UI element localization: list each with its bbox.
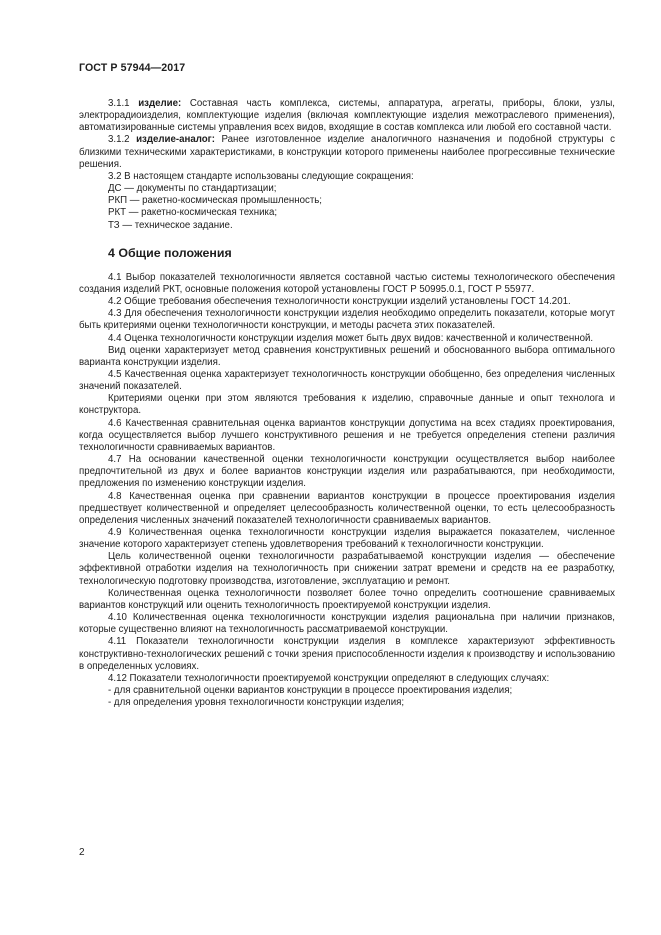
paragraph: 4.2 Общие требования обеспечения технологичности конструкции изделий установлены ГОСТ 14.201. <box>108 296 571 308</box>
term: изделие-аналог: <box>136 134 215 146</box>
abbreviation-item: РКП — ракетно-космическая промышленность; <box>108 195 322 207</box>
clause-number: 3.1.2 <box>108 134 137 146</box>
definition-text: Ранее изготовленное изделие аналогичного назначения и подобной структуры с близкими техническими характеристиками, в конструкции которого применены наиболее прогрессивные технические решения. <box>79 134 615 170</box>
paragraph: 4.3 Для обеспечения технологичности конструкции изделия необходимо определить показатели, которые могут быть критериями оценки технологичности конструкции, и методы расчета этих показателей. <box>79 308 615 332</box>
paragraph: Количественная оценка технологичности позволяет более точно определить соотношение сравниваемых вариантов конструкций или оценить технологичность проектируемой конструкции изделия. <box>79 587 615 611</box>
abbreviation-item: ТЗ — техническое задание. <box>108 219 233 231</box>
paragraph: 4.7 На основании качественной оценки технологичности конструкции осуществляется выбор наиболее предпочтительной из двух и более вариантов конструкции изделия или разрабатываются, при необходимости, предложения по изменению конструкции изделия. <box>79 454 615 490</box>
paragraph: 4.12 Показатели технологичности проектируемой конструкции определяют в следующих случаях: <box>108 672 550 684</box>
standard-header: ГОСТ Р 57944—2017 <box>79 62 186 74</box>
paragraph: 4.4 Оценка технологичности конструкции изделия может быть двух видов: качественной и количественной. <box>108 332 594 344</box>
definition-text: Составная часть комплекса, системы, аппаратура, агрегаты, приборы, блоки, узлы, электрорадиоизделия, комплектующие изделия (включая комплектующие изделия межотраслевого применения), автоматизированные системы управления всех видов, входящие в состав комплекса или любой его составной части. <box>79 98 615 134</box>
paragraph: 4.8 Качественная оценка при сравнении вариантов конструкции в процессе проектирования изделия предшествует количественной и определяет целесообразность количественной оценки, то есть целесообразность определения численных значений показателей технологичности сравниваемых вариантов. <box>79 490 615 526</box>
paragraph: Критериями оценки при этом являются требования к изделию, справочные данные и опыт технолога и конструктора. <box>79 393 615 417</box>
paragraph: Вид оценки характеризует метод сравнения конструктивных решений и обоснованного выбора оптимального варианта конструкции изделия. <box>79 344 615 368</box>
term: изделие: <box>138 98 182 109</box>
list-item: - для определения уровня технологичности конструкции изделия; <box>108 697 405 709</box>
paragraph: 4.1 Выбор показателей технологичности является составной частью системы технологического обеспечения создания изделий РКТ, основные положения которой установлены ГОСТ Р 50995.0.1, ГОСТ Р 55977. <box>79 271 615 295</box>
paragraph: 4.5 Качественная оценка характеризует технологичность конструкции обобщенно, без определения численных значений показателей. <box>79 368 615 393</box>
paragraph: 4.10 Количественная оценка технологичности конструкции изделия рациональна при наличии признаков, которые существенно влияют на технологичность рассматриваемой конструкции. <box>79 612 615 636</box>
definition-3-1-1 <box>79 98 615 134</box>
page-number: 2 <box>79 847 85 858</box>
paragraph: 4.6 Качественная сравнительная оценка вариантов конструкции допустима на всех стадиях проектирования, когда осуществляется выбор лучшего конструктивного решения и не требуется определения степени различия технологичности сравниваемых вариантов. <box>79 417 615 453</box>
definition-3-1-2 <box>79 134 615 170</box>
abbreviation-item: ДС — документы по стандартизации; <box>108 183 277 195</box>
document-body <box>79 98 615 709</box>
abbreviations-intro: 3.2 В настоящем стандарте использованы следующие сокращения: <box>108 170 414 182</box>
abbreviation-item: РКТ — ракетно-космическая техника; <box>108 207 278 219</box>
list-item: - для сравнительной оценки вариантов конструкции в процессе проектирования изделия; <box>108 685 513 697</box>
paragraph: Цель количественной оценки технологичности разрабатываемой конструкции изделия — обеспечение эффективной отработки изделия на технологичность при снижении затрат времени и средств на ее разработку, технологическую подготовку производства, изготовление, эксплуатацию и ремонт. <box>79 551 615 587</box>
section-heading: 4 Общие положения <box>108 245 232 260</box>
clause-number: 3.1.1 <box>108 98 139 109</box>
paragraph: 4.9 Количественная оценка технологичности конструкции изделия выражается показателем, численное значение которого характеризует степень удовлетворения требований к технологичности конструкции. <box>79 527 615 551</box>
paragraph: 4.11 Показатели технологичности конструкции изделия в комплексе характеризуют эффективность конструктивно-технологических решений с точки зрения приспособленности изделия к производству и использованию в определенных условиях. <box>79 636 615 672</box>
